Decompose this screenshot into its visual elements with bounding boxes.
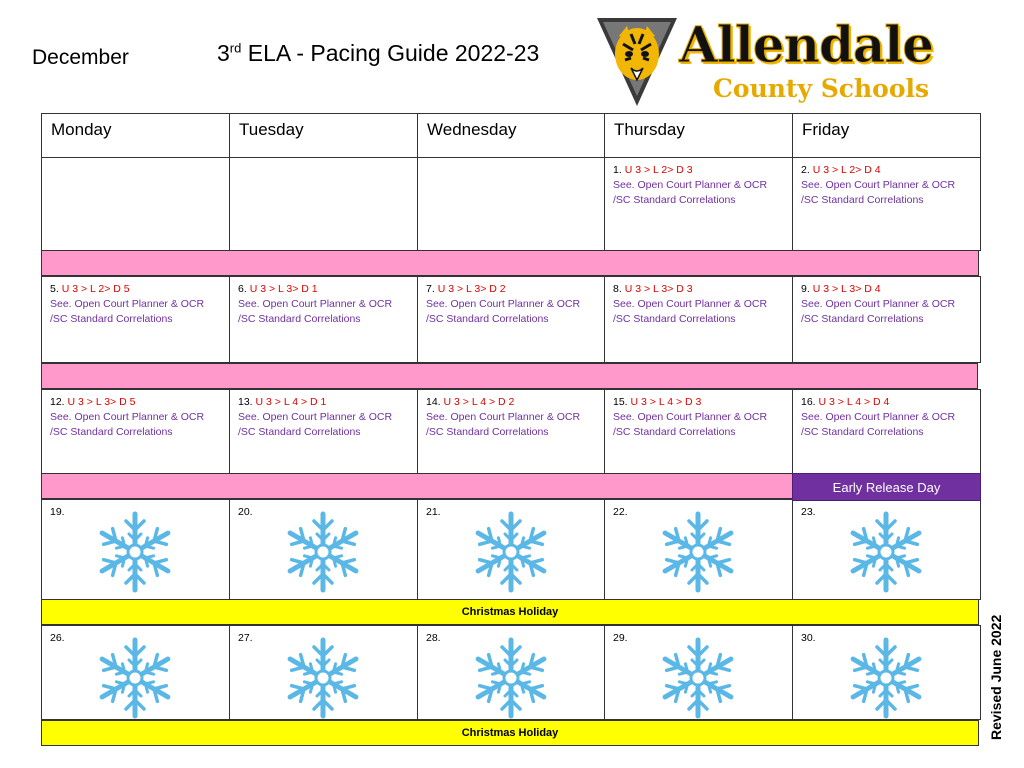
snowflake-icon bbox=[844, 636, 928, 720]
logo-wordmark: Allendale bbox=[679, 15, 934, 74]
day-header-tuesday bbox=[229, 113, 418, 158]
standard-correlations: /SC Standard Correlations bbox=[801, 194, 924, 206]
calendar-day-cell bbox=[417, 157, 606, 251]
day-number: 28. bbox=[426, 632, 441, 644]
lesson-code: U 3 > L 2> D 5 bbox=[61, 283, 130, 295]
day-number: 26. bbox=[50, 632, 65, 644]
day-entry bbox=[42, 277, 229, 327]
day-header-label: Monday bbox=[51, 120, 112, 139]
day-number: 16. bbox=[801, 396, 819, 408]
planner-reference: See. Open Court Planner & OCR bbox=[801, 298, 956, 310]
entry-header-line bbox=[613, 395, 792, 410]
christmas-holiday-band: Christmas Holiday bbox=[41, 599, 979, 625]
day-number: 21. bbox=[426, 506, 441, 518]
revised-note: Revised June 2022 bbox=[988, 614, 1004, 740]
calendar-day-cell bbox=[229, 389, 418, 475]
calendar-day-cell bbox=[229, 157, 418, 251]
standard-correlations: /SC Standard Correlations bbox=[801, 426, 924, 438]
entry-header-line bbox=[801, 282, 980, 297]
day-entry bbox=[793, 158, 980, 208]
early-release-badge: Early Release Day bbox=[792, 473, 981, 501]
day-header-label: Thursday bbox=[614, 120, 685, 139]
day-number: 23. bbox=[801, 506, 816, 518]
day-entry bbox=[793, 277, 980, 327]
snowflake-icon bbox=[93, 510, 177, 594]
lesson-code: U 3 > L 3> D 3 bbox=[624, 283, 693, 295]
entry-header-line bbox=[426, 282, 605, 297]
calendar-day-cell bbox=[417, 276, 606, 363]
lesson-code: U 3 > L 4 > D 4 bbox=[818, 396, 890, 408]
calendar-day-cell bbox=[604, 157, 793, 251]
standard-correlations: /SC Standard Correlations bbox=[426, 426, 549, 438]
lesson-code: U 3 > L 3> D 5 bbox=[67, 396, 136, 408]
planner-reference: See. Open Court Planner & OCR bbox=[50, 411, 205, 423]
planner-reference: See. Open Court Planner & OCR bbox=[613, 179, 768, 191]
day-number: 5. bbox=[50, 283, 62, 295]
standard-correlations: /SC Standard Correlations bbox=[238, 426, 361, 438]
day-header-wednesday bbox=[417, 113, 606, 158]
lesson-code: U 3 > L 3> D 1 bbox=[249, 283, 318, 295]
planner-reference: See. Open Court Planner & OCR bbox=[50, 298, 205, 310]
calendar-day-cell bbox=[792, 276, 981, 363]
day-entry bbox=[605, 390, 792, 440]
day-header-label: Friday bbox=[802, 120, 850, 139]
day-number: 2. bbox=[801, 164, 813, 176]
calendar-day-cell bbox=[792, 389, 981, 475]
lesson-code: U 3 > L 4 > D 1 bbox=[255, 396, 327, 408]
day-entry bbox=[230, 390, 417, 440]
day-entry bbox=[418, 277, 605, 327]
calendar-day-cell bbox=[604, 276, 793, 363]
day-number: 13. bbox=[238, 396, 256, 408]
day-header-friday bbox=[792, 113, 981, 158]
standard-correlations: /SC Standard Correlations bbox=[50, 426, 173, 438]
standard-correlations: /SC Standard Correlations bbox=[613, 313, 736, 325]
day-number: 29. bbox=[613, 632, 628, 644]
title-rest: ELA - Pacing Guide 2022-23 bbox=[241, 40, 540, 66]
day-number: 7. bbox=[426, 283, 438, 295]
calendar-day-cell bbox=[41, 276, 230, 363]
entry-header-line bbox=[801, 163, 980, 178]
entry-header-line bbox=[613, 163, 792, 178]
standard-correlations: /SC Standard Correlations bbox=[801, 313, 924, 325]
snowflake-icon bbox=[469, 510, 553, 594]
day-number: 9. bbox=[801, 283, 813, 295]
day-number: 12. bbox=[50, 396, 68, 408]
title-prefix: 3 bbox=[217, 40, 230, 66]
day-entry bbox=[793, 390, 980, 440]
planner-reference: See. Open Court Planner & OCR bbox=[238, 411, 393, 423]
month-label: December bbox=[32, 46, 129, 69]
day-number: 15. bbox=[613, 396, 631, 408]
planner-reference: See. Open Court Planner & OCR bbox=[238, 298, 393, 310]
day-number: 19. bbox=[50, 506, 65, 518]
entry-header-line bbox=[238, 282, 417, 297]
day-header-thursday bbox=[604, 113, 793, 158]
planner-reference: See. Open Court Planner & OCR bbox=[801, 179, 956, 191]
day-number: 20. bbox=[238, 506, 253, 518]
standard-correlations: /SC Standard Correlations bbox=[50, 313, 173, 325]
entry-header-line bbox=[801, 395, 980, 410]
snowflake-icon bbox=[844, 510, 928, 594]
calendar-day-cell bbox=[41, 389, 230, 475]
planner-reference: See. Open Court Planner & OCR bbox=[426, 298, 581, 310]
entry-header-line bbox=[50, 282, 229, 297]
entry-header-line bbox=[238, 395, 417, 410]
planner-reference: See. Open Court Planner & OCR bbox=[613, 298, 768, 310]
day-number: 6. bbox=[238, 283, 250, 295]
calendar-day-cell bbox=[792, 157, 981, 251]
day-header-label: Tuesday bbox=[239, 120, 304, 139]
week-separator-band bbox=[41, 363, 978, 389]
snowflake-icon bbox=[656, 510, 740, 594]
day-number: 8. bbox=[613, 283, 625, 295]
tiger-mascot-icon bbox=[595, 14, 679, 110]
day-number: 30. bbox=[801, 632, 816, 644]
logo-subtitle: County Schools bbox=[713, 74, 930, 103]
day-number: 1. bbox=[613, 164, 625, 176]
calendar-day-cell bbox=[41, 157, 230, 251]
page-title bbox=[217, 40, 539, 67]
lesson-code: U 3 > L 3> D 2 bbox=[437, 283, 506, 295]
day-entry bbox=[605, 277, 792, 327]
snowflake-icon bbox=[281, 636, 365, 720]
planner-reference: See. Open Court Planner & OCR bbox=[426, 411, 581, 423]
week-separator-band bbox=[41, 473, 793, 499]
day-entry bbox=[605, 158, 792, 208]
title-superscript: rd bbox=[229, 40, 242, 56]
day-entry bbox=[42, 390, 229, 440]
standard-correlations: /SC Standard Correlations bbox=[426, 313, 549, 325]
day-entry bbox=[418, 390, 605, 440]
district-logo bbox=[595, 14, 960, 110]
lesson-code: U 3 > L 4 > D 3 bbox=[630, 396, 702, 408]
day-number: 14. bbox=[426, 396, 444, 408]
planner-reference: See. Open Court Planner & OCR bbox=[613, 411, 768, 423]
day-header-label: Wednesday bbox=[427, 120, 517, 139]
lesson-code: U 3 > L 2> D 4 bbox=[812, 164, 881, 176]
standard-correlations: /SC Standard Correlations bbox=[613, 194, 736, 206]
snowflake-icon bbox=[656, 636, 740, 720]
lesson-code: U 3 > L 2> D 3 bbox=[624, 164, 693, 176]
day-number: 27. bbox=[238, 632, 253, 644]
day-header-monday bbox=[41, 113, 230, 158]
entry-header-line bbox=[426, 395, 605, 410]
calendar-day-cell bbox=[417, 389, 606, 475]
lesson-code: U 3 > L 3> D 4 bbox=[812, 283, 881, 295]
snowflake-icon bbox=[469, 636, 553, 720]
day-entry bbox=[230, 277, 417, 327]
calendar-day-cell bbox=[604, 389, 793, 475]
standard-correlations: /SC Standard Correlations bbox=[613, 426, 736, 438]
planner-reference: See. Open Court Planner & OCR bbox=[801, 411, 956, 423]
standard-correlations: /SC Standard Correlations bbox=[238, 313, 361, 325]
calendar-day-cell bbox=[229, 276, 418, 363]
entry-header-line bbox=[613, 282, 792, 297]
entry-header-line bbox=[50, 395, 229, 410]
snowflake-icon bbox=[93, 636, 177, 720]
lesson-code: U 3 > L 4 > D 2 bbox=[443, 396, 515, 408]
week-separator-band bbox=[41, 250, 979, 276]
snowflake-icon bbox=[281, 510, 365, 594]
christmas-holiday-band: Christmas Holiday bbox=[41, 720, 979, 746]
day-number: 22. bbox=[613, 506, 628, 518]
